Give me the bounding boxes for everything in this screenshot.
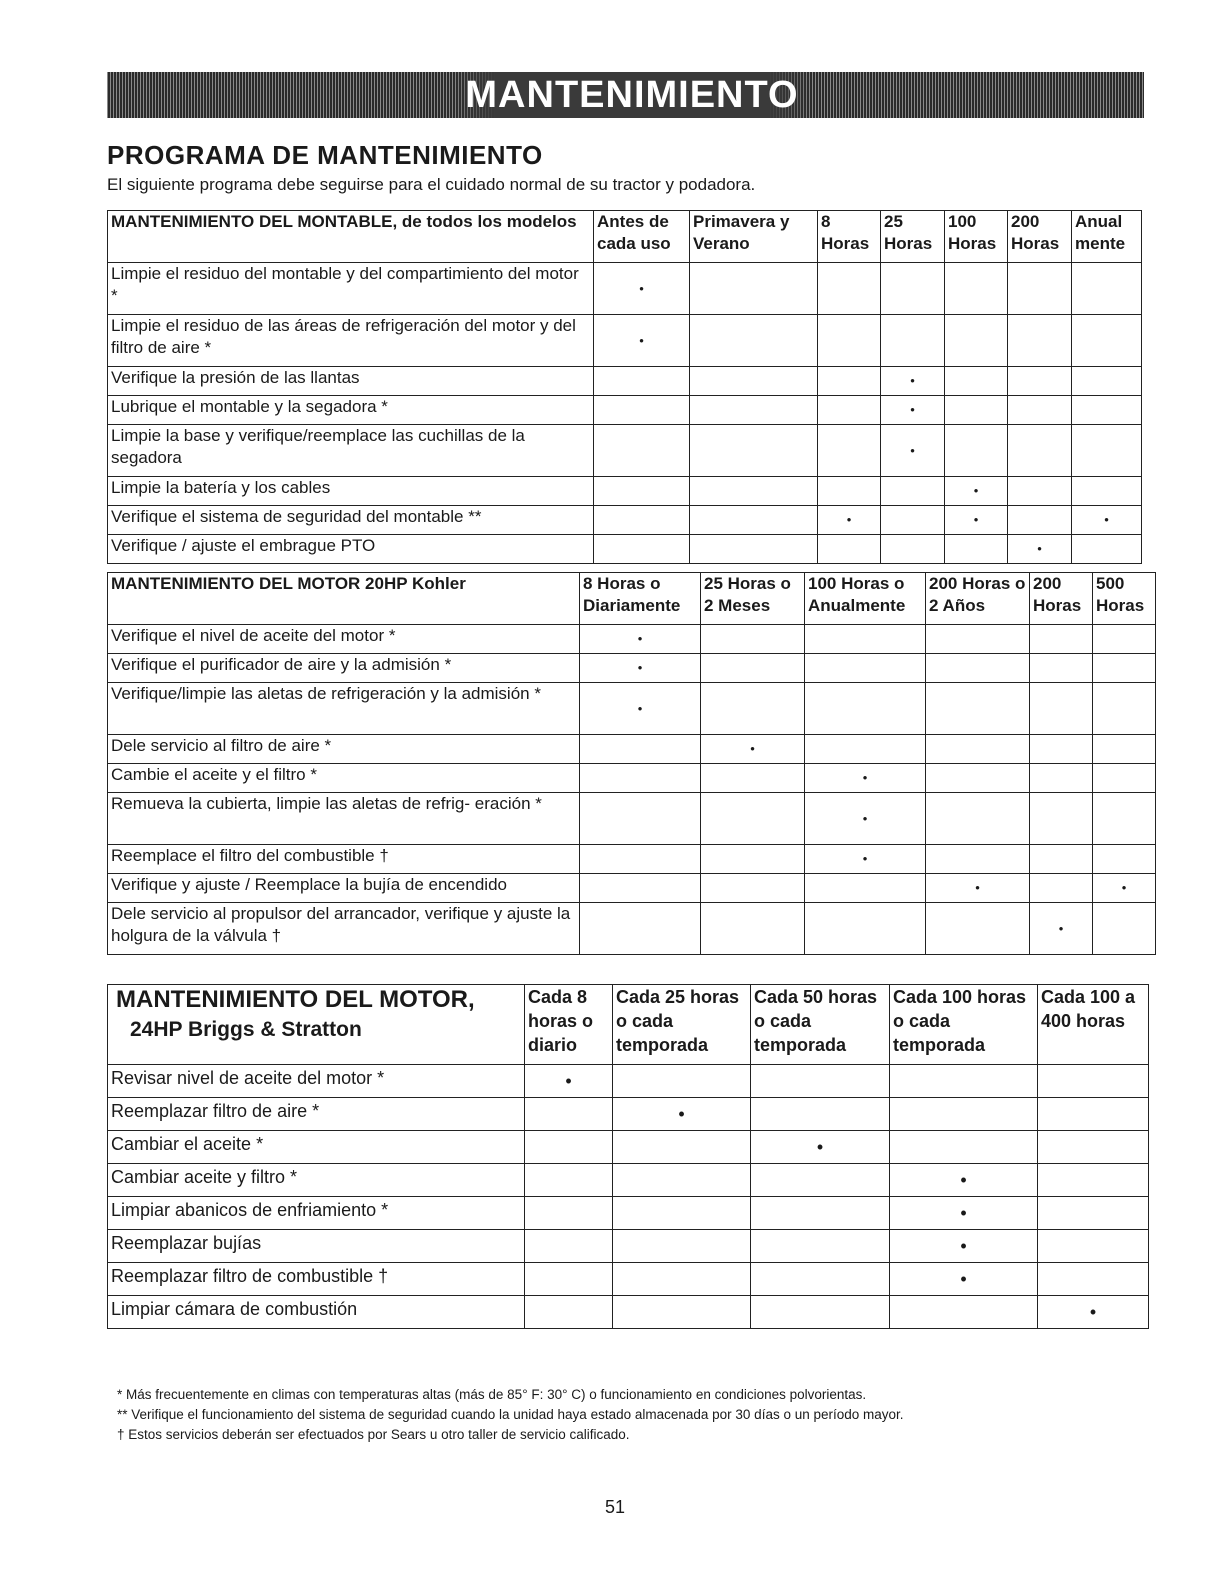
schedule-cell [1008, 535, 1072, 564]
table-row [108, 903, 1156, 955]
schedule-cell [1030, 735, 1093, 764]
table-header-row [108, 985, 1149, 1065]
schedule-cell [805, 654, 926, 683]
schedule-cell [525, 1098, 613, 1131]
bullet-mark: • [1089, 1302, 1097, 1322]
schedule-cell [1008, 315, 1072, 367]
schedule-cell [1072, 367, 1142, 396]
table-title-line1: MANTENIMIENTO DEL MOTOR, [116, 986, 475, 1013]
task-cell: Limpiar cámara de combustión [108, 1296, 525, 1329]
task-cell: Revisar nivel de aceite del motor * [108, 1065, 525, 1098]
bullet-mark: • [639, 332, 644, 348]
schedule-cell [1030, 625, 1093, 654]
schedule-cell [580, 654, 701, 683]
task-cell: Reemplazar filtro de combustible † [108, 1263, 525, 1296]
table-row [108, 735, 1156, 764]
task-cell: Verifique el sistema de seguridad del montable ** [108, 506, 594, 535]
schedule-cell [1008, 425, 1072, 477]
schedule-cell [594, 425, 690, 477]
bullet-mark: • [862, 810, 868, 826]
schedule-cell [1038, 1263, 1149, 1296]
table-row [108, 425, 1142, 477]
schedule-cell [818, 315, 881, 367]
schedule-cell [881, 263, 945, 315]
schedule-cell [525, 1296, 613, 1329]
schedule-cell [594, 477, 690, 506]
column-header: Antes de cada uso [594, 211, 690, 263]
table-row [108, 625, 1156, 654]
schedule-cell [926, 903, 1030, 955]
bullet-mark: • [816, 1137, 824, 1157]
table-row [108, 683, 1156, 735]
table-row [108, 315, 1142, 367]
bullet-mark: • [639, 280, 644, 296]
table-row [108, 654, 1156, 683]
schedule-cell [701, 903, 805, 955]
schedule-cell [751, 1197, 890, 1230]
table-row [108, 477, 1142, 506]
task-cell: Verifique el purificador de aire y la admisión * [108, 654, 580, 683]
engine-briggs-maintenance-table [107, 984, 1149, 1329]
schedule-cell [525, 1230, 613, 1263]
schedule-cell [701, 764, 805, 793]
schedule-cell [945, 425, 1008, 477]
schedule-cell [1038, 1164, 1149, 1197]
bullet-mark: • [960, 1236, 967, 1256]
schedule-cell [1030, 683, 1093, 735]
schedule-cell [1093, 793, 1156, 845]
schedule-cell [525, 1131, 613, 1164]
task-cell: Limpie el residuo de las áreas de refrigeración del motor y del filtro de aire * [108, 315, 594, 367]
bullet-mark: • [637, 700, 643, 716]
schedule-cell [525, 1197, 613, 1230]
table-row [108, 396, 1142, 425]
schedule-cell [818, 477, 881, 506]
schedule-cell [818, 367, 881, 396]
schedule-cell [525, 1164, 613, 1197]
column-header: 25 Horas o 2 Meses [701, 573, 805, 625]
schedule-cell [701, 654, 805, 683]
schedule-cell [613, 1065, 751, 1098]
table-header-row [108, 211, 1142, 263]
schedule-cell [580, 735, 701, 764]
schedule-cell [1038, 1131, 1149, 1164]
schedule-cell [890, 1065, 1038, 1098]
column-header: 25 Horas [881, 211, 945, 263]
schedule-cell [613, 1230, 751, 1263]
table-row [108, 506, 1142, 535]
schedule-cell [945, 535, 1008, 564]
schedule-cell [1038, 1065, 1149, 1098]
task-cell: Dele servicio al propulsor del arrancador, verifique y ajuste la holgura de la válvula † [108, 903, 580, 955]
schedule-cell [701, 625, 805, 654]
column-header: MANTENIMIENTO DEL MONTABLE, de todos los modelos [108, 211, 594, 263]
ride-maintenance-table [107, 210, 1142, 564]
task-cell: Cambie el aceite y el filtro * [108, 764, 580, 793]
schedule-cell [926, 793, 1030, 845]
schedule-cell [690, 506, 818, 535]
schedule-cell [945, 506, 1008, 535]
schedule-cell [613, 1197, 751, 1230]
task-cell: Verifique y ajuste / Reemplace la bujía de encendido [108, 874, 580, 903]
table-row [108, 263, 1142, 315]
footnotes [107, 1385, 1167, 1445]
schedule-cell [945, 367, 1008, 396]
bullet-mark: • [960, 1203, 967, 1223]
schedule-cell [1093, 625, 1156, 654]
column-header: 100 Horas [945, 211, 1008, 263]
column-header: Cada 50 horas o cada temporada [751, 985, 890, 1065]
schedule-cell [1093, 874, 1156, 903]
schedule-cell [890, 1296, 1038, 1329]
schedule-cell [1030, 764, 1093, 793]
schedule-cell [1008, 396, 1072, 425]
schedule-cell [805, 735, 926, 764]
task-cell: Limpie el residuo del montable y del compartimiento del motor * [108, 263, 594, 315]
bullet-mark: • [862, 851, 868, 866]
table-row [108, 1296, 1149, 1329]
engine-kohler-maintenance-table [107, 572, 1156, 955]
schedule-cell [881, 425, 945, 477]
schedule-cell [1030, 903, 1093, 955]
intro-text: El siguiente programa debe seguirse para el cuidado normal de su tractor y podadora. [107, 175, 756, 194]
banner-title: MANTENIMIENTO [465, 73, 799, 116]
task-cell: Limpie la base y verifique/reemplace las cuchillas de la segadora [108, 425, 594, 477]
schedule-cell [701, 793, 805, 845]
bullet-mark: • [637, 631, 643, 646]
schedule-cell [881, 535, 945, 564]
schedule-cell [1008, 263, 1072, 315]
column-header: 200 Horas o 2 Años [926, 573, 1030, 625]
schedule-cell [926, 845, 1030, 874]
schedule-cell [818, 263, 881, 315]
schedule-cell [1093, 654, 1156, 683]
schedule-cell [890, 1131, 1038, 1164]
schedule-cell [613, 1098, 751, 1131]
schedule-cell [1008, 367, 1072, 396]
column-header: Cada 8 horas o diario [525, 985, 613, 1065]
schedule-cell [926, 625, 1030, 654]
bullet-mark: • [1037, 541, 1042, 556]
schedule-cell [751, 1296, 890, 1329]
task-cell: Verifique / ajuste el embrague PTO [108, 535, 594, 564]
schedule-cell [890, 1164, 1038, 1197]
schedule-cell [1030, 845, 1093, 874]
schedule-cell [580, 903, 701, 955]
schedule-cell [805, 903, 926, 955]
task-cell: Lubrique el montable y la segadora * [108, 396, 594, 425]
bullet-mark: • [910, 373, 915, 388]
schedule-cell [580, 683, 701, 735]
schedule-cell [1093, 903, 1156, 955]
bullet-mark: • [1104, 512, 1109, 527]
column-header: 100 Horas o Anualmente [805, 573, 926, 625]
schedule-cell [945, 315, 1008, 367]
column-header: 200 Horas [1008, 211, 1072, 263]
schedule-cell [751, 1098, 890, 1131]
bullet-mark: • [975, 880, 980, 895]
schedule-cell [690, 315, 818, 367]
schedule-cell [818, 535, 881, 564]
schedule-cell [613, 1164, 751, 1197]
schedule-cell [1008, 477, 1072, 506]
schedule-cell [890, 1263, 1038, 1296]
schedule-cell [926, 874, 1030, 903]
bullet-mark: • [862, 770, 868, 785]
schedule-cell [1072, 477, 1142, 506]
schedule-cell [525, 1065, 613, 1098]
section-banner [107, 72, 1144, 118]
schedule-cell [751, 1263, 890, 1296]
schedule-cell [890, 1098, 1038, 1131]
task-cell: Reemplazar bujías [108, 1230, 525, 1263]
schedule-cell [701, 845, 805, 874]
schedule-cell [1008, 506, 1072, 535]
task-cell: Verifique/limpie las aletas de refrigeración y la admisión * [108, 683, 580, 735]
schedule-cell [1030, 654, 1093, 683]
schedule-cell [613, 1263, 751, 1296]
schedule-cell [613, 1131, 751, 1164]
task-cell: Verifique el nivel de aceite del motor * [108, 625, 580, 654]
schedule-cell [805, 625, 926, 654]
schedule-cell [594, 263, 690, 315]
schedule-cell [1072, 535, 1142, 564]
bullet-mark: • [960, 1269, 967, 1289]
column-header: MANTENIMIENTO DEL MOTOR 20HP Kohler [108, 573, 580, 625]
schedule-cell [926, 735, 1030, 764]
task-cell: Verifique la presión de las llantas [108, 367, 594, 396]
table-row [108, 874, 1156, 903]
schedule-cell [1038, 1098, 1149, 1131]
schedule-cell [690, 477, 818, 506]
task-cell: Remueva la cubierta, limpie las aletas de refrig- eración * [108, 793, 580, 845]
schedule-cell [594, 315, 690, 367]
task-cell: Limpiar abanicos de enfriamiento * [108, 1197, 525, 1230]
footnote: * Más frecuentemente en climas con temperaturas altas (más de 85° F: 30° C) o funcionamiento en condiciones polvorientas. [117, 1387, 867, 1402]
schedule-cell [594, 535, 690, 564]
schedule-cell [818, 396, 881, 425]
schedule-cell [690, 425, 818, 477]
column-header: Cada 25 horas o cada temporada [613, 985, 751, 1065]
table-title-line2: 24HP Briggs & Stratton [130, 1018, 362, 1041]
schedule-cell [881, 367, 945, 396]
table-title-cell [108, 985, 525, 1065]
schedule-cell [594, 506, 690, 535]
schedule-cell [751, 1065, 890, 1098]
bullet-mark: • [960, 1170, 967, 1190]
banner-title-box [452, 72, 812, 118]
column-header: Cada 100 horas o cada temporada [890, 985, 1038, 1065]
task-cell: Reemplace el filtro del combustible † [108, 845, 580, 874]
schedule-cell [945, 477, 1008, 506]
bullet-mark: • [910, 442, 915, 458]
task-cell: Cambiar aceite y filtro * [108, 1164, 525, 1197]
schedule-cell [690, 263, 818, 315]
schedule-cell [1072, 263, 1142, 315]
schedule-cell [805, 845, 926, 874]
bullet-mark: • [973, 512, 979, 527]
table-row [108, 793, 1156, 845]
column-header: 8 Horas o Diariamente [580, 573, 701, 625]
page-title: PROGRAMA DE MANTENIMIENTO [107, 140, 543, 170]
schedule-cell [1072, 425, 1142, 477]
schedule-cell [613, 1296, 751, 1329]
bullet-mark: • [678, 1104, 685, 1124]
bullet-mark: • [565, 1071, 572, 1091]
schedule-cell [690, 535, 818, 564]
schedule-cell [1093, 764, 1156, 793]
schedule-cell [580, 764, 701, 793]
column-header: 200 Horas [1030, 573, 1093, 625]
schedule-cell [525, 1263, 613, 1296]
table-row [108, 1131, 1149, 1164]
table-row [108, 535, 1142, 564]
schedule-cell [1030, 793, 1093, 845]
schedule-cell [1030, 874, 1093, 903]
schedule-cell [1038, 1230, 1149, 1263]
table-row [108, 1098, 1149, 1131]
schedule-cell [1038, 1296, 1149, 1329]
schedule-cell [926, 683, 1030, 735]
schedule-cell [1038, 1197, 1149, 1230]
table-row [108, 764, 1156, 793]
column-header: Primavera y Verano [690, 211, 818, 263]
schedule-cell [818, 506, 881, 535]
footnote: ** Verifique el funcionamiento del sistema de seguridad cuando la unidad haya estado almacenada por 30 días o un período mayor. [117, 1407, 904, 1422]
table-row [108, 1197, 1149, 1230]
task-cell: Cambiar el aceite * [108, 1131, 525, 1164]
schedule-cell [690, 367, 818, 396]
task-cell: Limpie la batería y los cables [108, 477, 594, 506]
table-header-row [108, 573, 1156, 625]
page-number: 51 [604, 1497, 626, 1517]
bullet-mark: • [1058, 920, 1064, 936]
schedule-cell [881, 396, 945, 425]
schedule-cell [818, 425, 881, 477]
table-row [108, 1230, 1149, 1263]
bullet-mark: • [750, 741, 755, 756]
schedule-cell [805, 764, 926, 793]
schedule-cell [881, 315, 945, 367]
schedule-cell [1093, 683, 1156, 735]
schedule-cell [805, 874, 926, 903]
table-row [108, 1164, 1149, 1197]
table-row [108, 1263, 1149, 1296]
schedule-cell [751, 1164, 890, 1197]
schedule-cell [1072, 315, 1142, 367]
schedule-cell [805, 683, 926, 735]
schedule-cell [751, 1230, 890, 1263]
schedule-cell [594, 367, 690, 396]
footnote: † Estos servicios deberán ser efectuados por Sears u otro taller de servicio calificado. [117, 1427, 630, 1442]
schedule-cell [890, 1230, 1038, 1263]
schedule-cell [690, 396, 818, 425]
table-row [108, 1065, 1149, 1098]
table-row [108, 845, 1156, 874]
schedule-cell [805, 793, 926, 845]
schedule-cell [1072, 506, 1142, 535]
column-header: 8 Horas [818, 211, 881, 263]
schedule-cell [1072, 396, 1142, 425]
bullet-mark: • [910, 402, 915, 417]
schedule-cell [881, 506, 945, 535]
task-cell: Reemplazar filtro de aire * [108, 1098, 525, 1131]
schedule-cell [701, 683, 805, 735]
schedule-cell [945, 263, 1008, 315]
schedule-cell [580, 793, 701, 845]
schedule-cell [701, 735, 805, 764]
schedule-cell [580, 874, 701, 903]
schedule-cell [945, 396, 1008, 425]
schedule-cell [926, 764, 1030, 793]
column-header: Cada 100 a 400 horas [1038, 985, 1149, 1065]
schedule-cell [580, 625, 701, 654]
schedule-cell [1093, 735, 1156, 764]
bullet-mark: • [973, 483, 979, 498]
schedule-cell [594, 396, 690, 425]
bullet-mark: • [846, 512, 852, 527]
column-header: Anual mente [1072, 211, 1142, 263]
schedule-cell [881, 477, 945, 506]
schedule-cell [1093, 845, 1156, 874]
table-row [108, 367, 1142, 396]
schedule-cell [926, 654, 1030, 683]
schedule-cell [890, 1197, 1038, 1230]
schedule-cell [751, 1131, 890, 1164]
bullet-mark: • [1121, 880, 1127, 895]
bullet-mark: • [637, 660, 643, 675]
task-cell: Dele servicio al filtro de aire * [108, 735, 580, 764]
schedule-cell [580, 845, 701, 874]
schedule-cell [701, 874, 805, 903]
column-header: 500 Horas [1093, 573, 1156, 625]
